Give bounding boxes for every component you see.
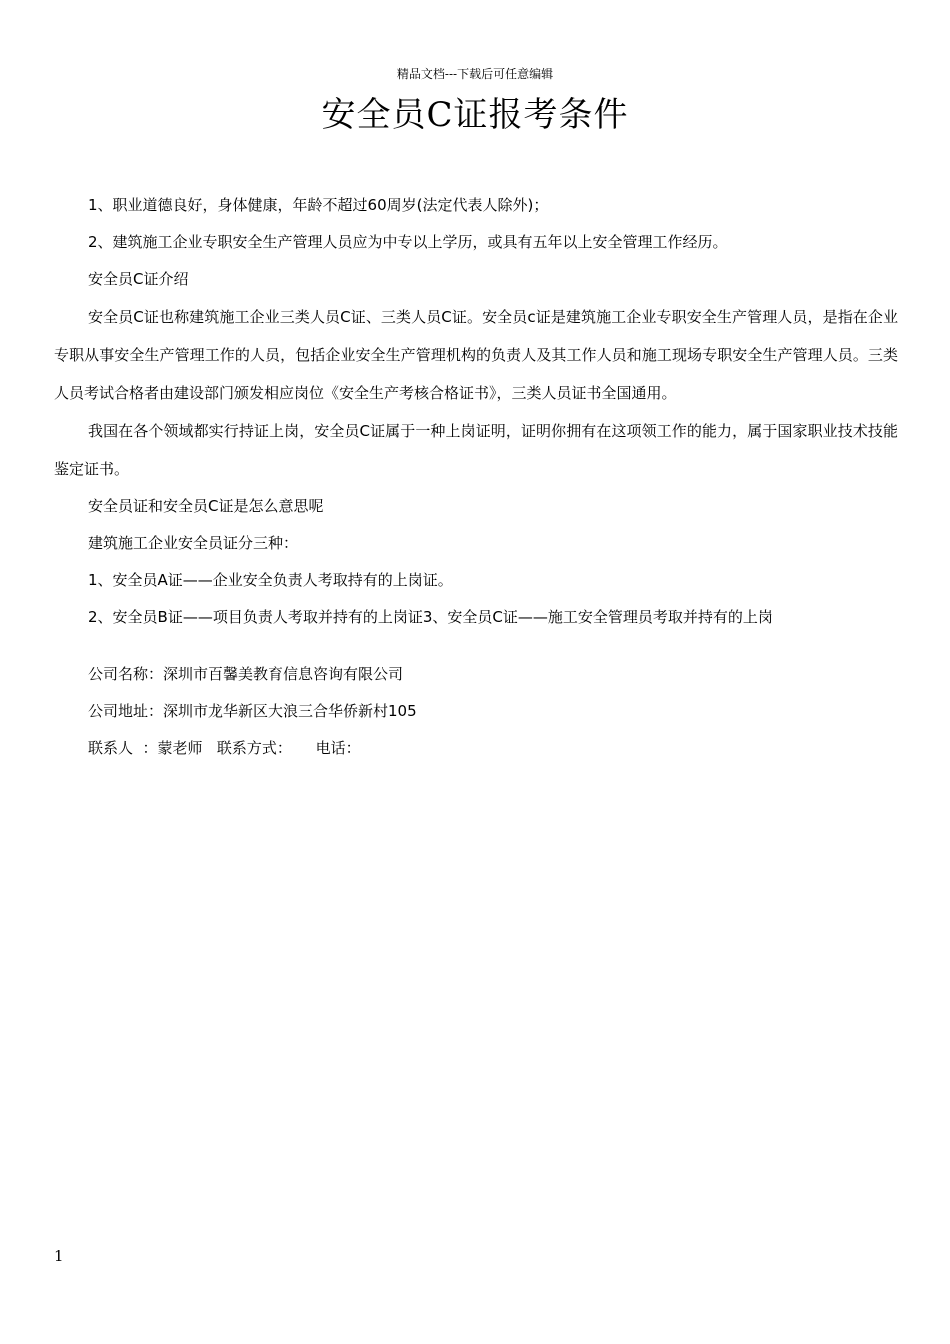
document-body [54, 187, 898, 767]
page-number: 1 [54, 1247, 64, 1265]
company-name: 公司名称：深圳市百馨美教育信息咨询有限公司 [88, 665, 404, 683]
contact-info: 联系人 ：蒙老师 联系方式： 电话： [88, 739, 361, 757]
section-heading-introduction: 安全员C证介绍 [88, 270, 189, 288]
section-heading-meaning: 安全员证和安全员C证是怎么意思呢 [88, 497, 324, 515]
introduction-paragraph: 安全员C证也称建筑施工企业三类人员C证、三类人员C证。安全员c证是建筑施工企业专职安全生产管理人员，是指在企业专职从事安全生产管理工作的人员，包括企业安全生产管理机构的负责人及其工作人员和施工现场专职安全生产管理人员。三类人员考试合格者由建设部门颁发相应岗位《安全生产考核合格证书》，三类人员证书全国通用。 [54, 308, 898, 402]
requirement-item-2: 2、建筑施工企业专职安全生产管理人员应为中专以上学历，或具有五年以上安全管理工作经历。 [88, 233, 728, 251]
header-note: 精品文档---下载后可任意编辑 [396, 67, 554, 81]
certificate-type-b-c: 2、安全员B证——项目负责人考取并持有的上岗证3、安全员C证——施工安全管理员考取并持有的上岗 [88, 608, 773, 626]
page-title: 安全员C证报考条件 [321, 95, 629, 135]
certificate-paragraph: 我国在各个领域都实行持证上岗，安全员C证属于一种上岗证明，证明你拥有在这项领工作的能力，属于国家职业技术技能鉴定证书。 [54, 422, 898, 478]
certificate-type-a: 1、安全员A证——企业安全负责人考取持有的上岗证。 [88, 571, 453, 589]
requirement-item-1: 1、职业道德良好，身体健康，年龄不超过60周岁(法定代表人除外)； [88, 196, 549, 214]
company-address: 公司地址：深圳市龙华新区大浪三合华侨新村105 [88, 702, 417, 720]
section-gap [54, 636, 898, 656]
certificate-types-heading: 建筑施工企业安全员证分三种： [88, 534, 299, 552]
